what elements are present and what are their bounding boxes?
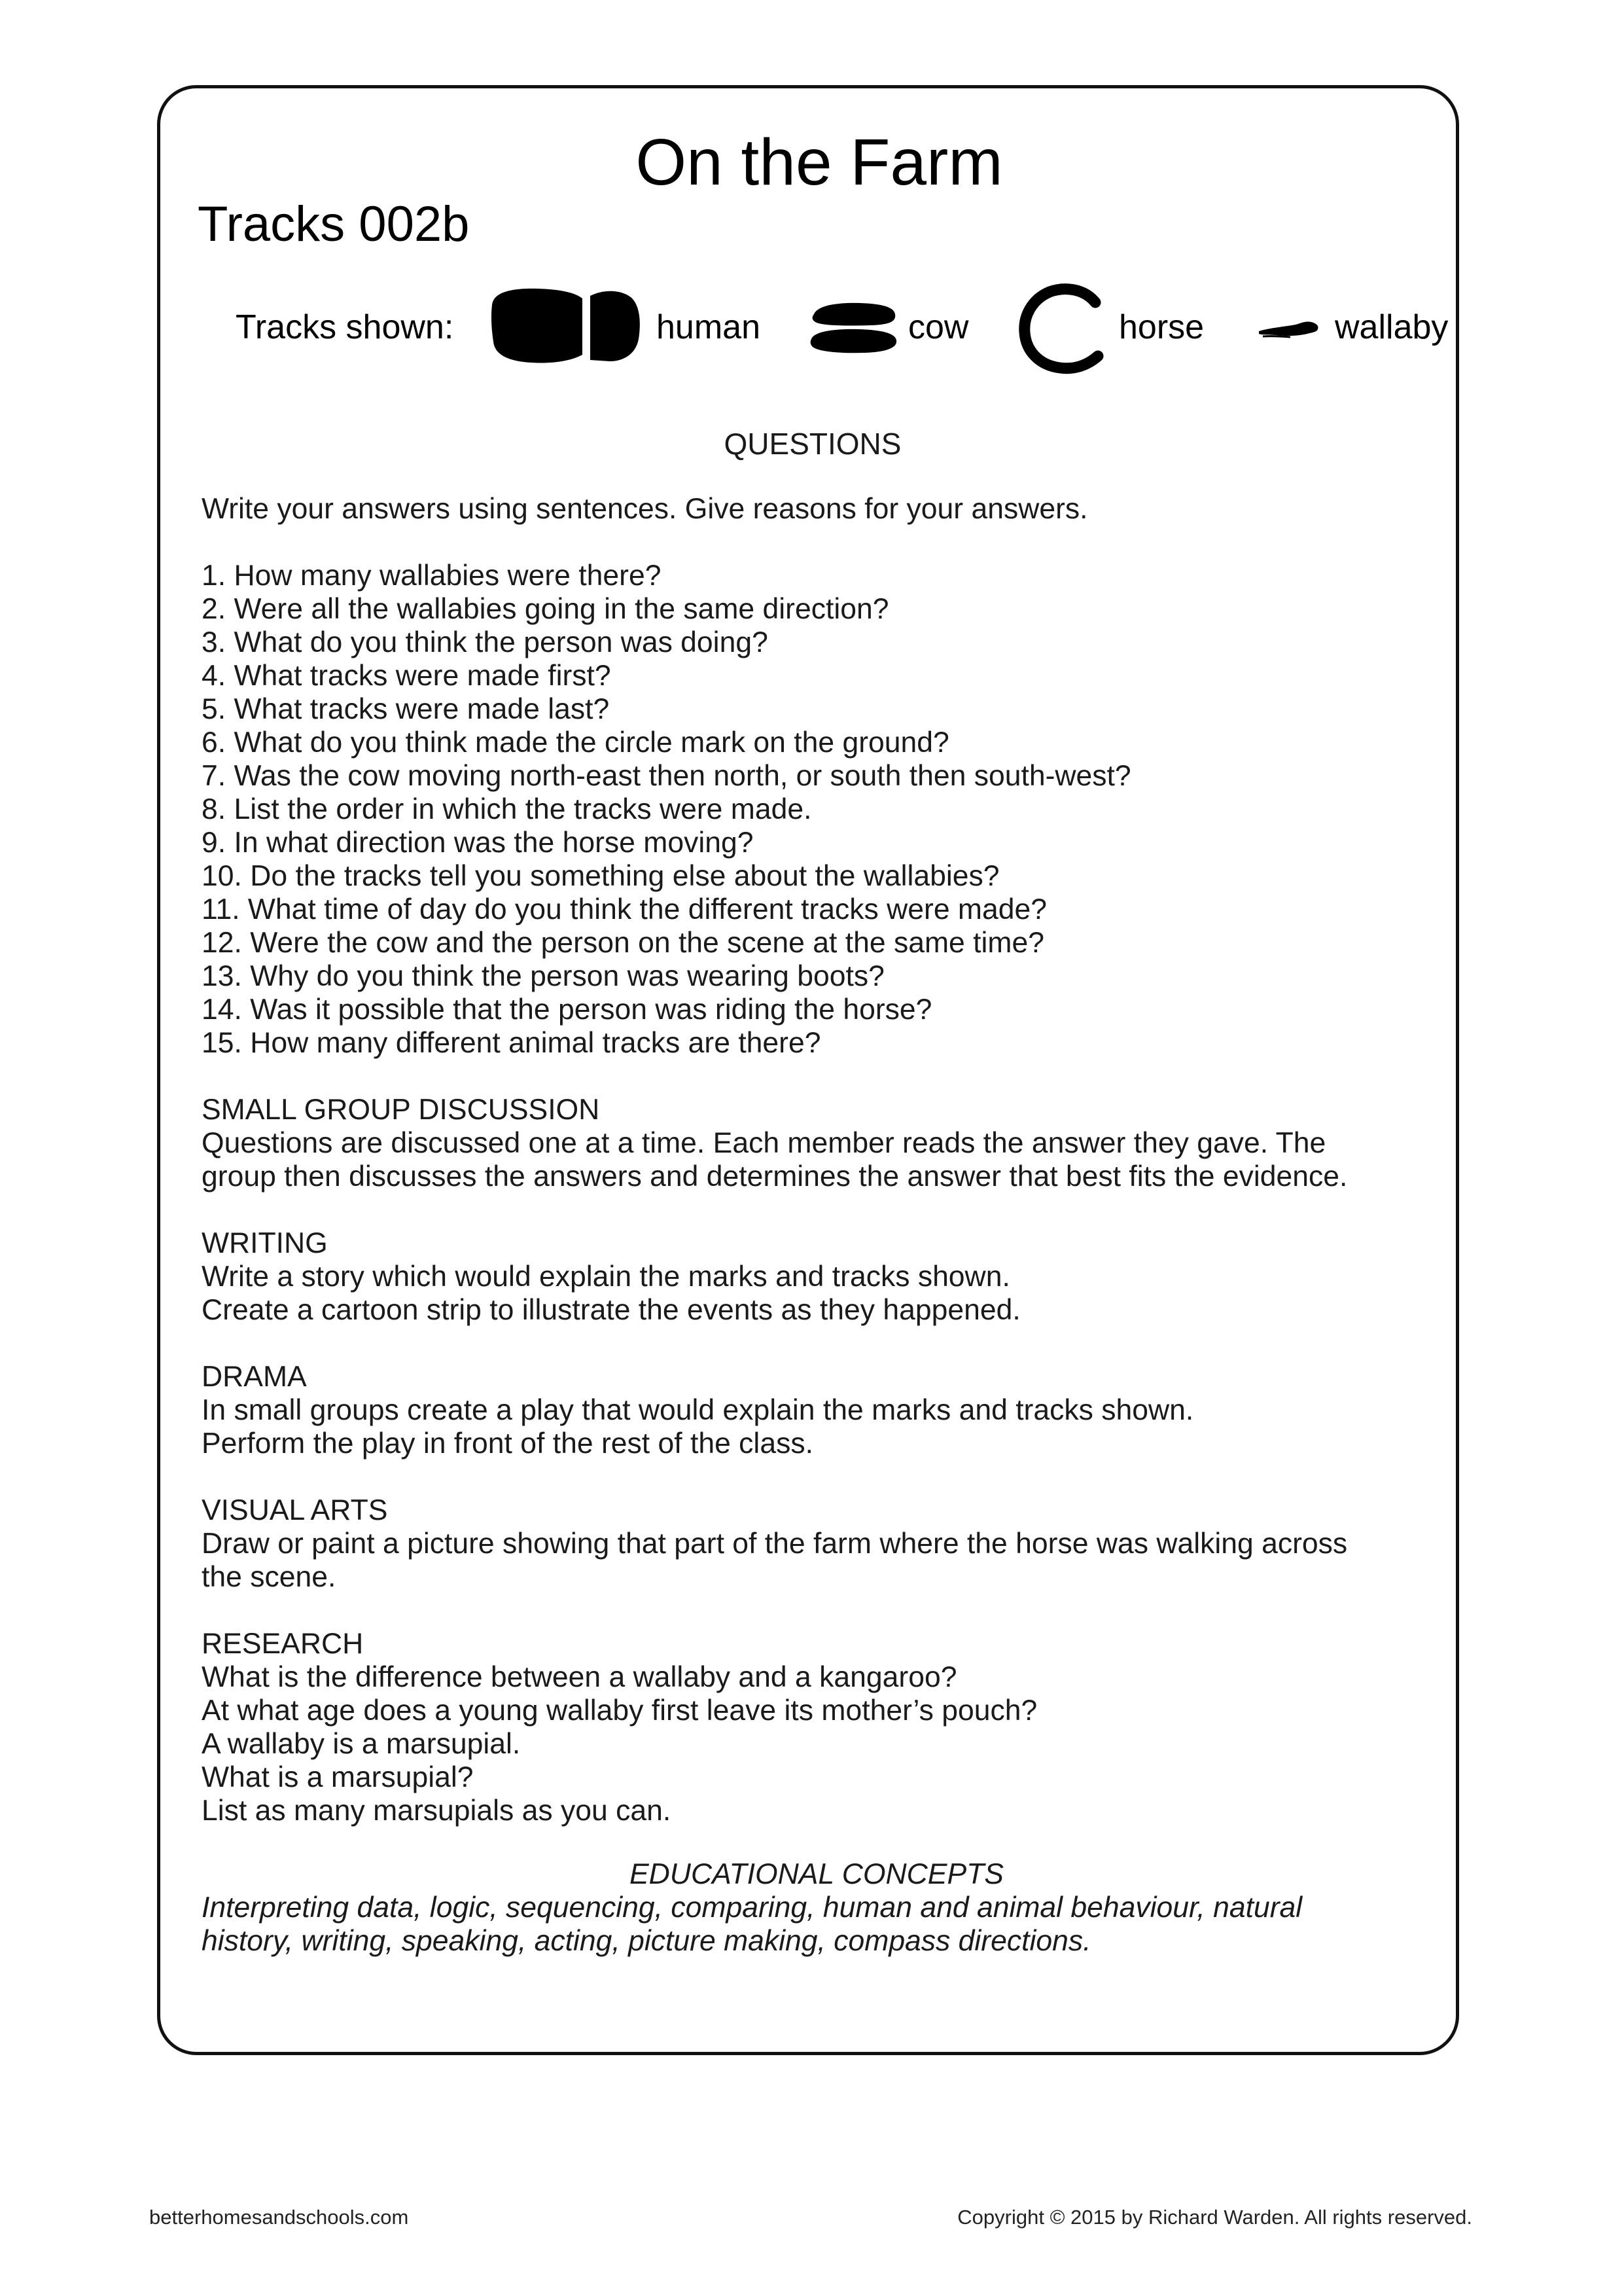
horseshoe-print-icon [1018, 283, 1110, 374]
question-item: 1. How many wallabies were there? [202, 560, 662, 592]
track-name-cow: cow [908, 308, 969, 346]
wallaby-print-icon [1256, 317, 1322, 343]
concepts-line: Interpreting data, logic, sequencing, comparing, human and animal behaviour, natural [202, 1892, 1303, 1924]
track-name-human: human [656, 308, 760, 346]
question-item: 4. What tracks were made first? [202, 660, 611, 692]
section-heading-discussion: SMALL GROUP DISCUSSION [202, 1094, 600, 1126]
section-line: Perform the play in front of the rest of the class. [202, 1427, 813, 1460]
concepts-text [202, 1891, 1399, 1958]
questions-intro: Write your answers using sentences. Give reasons for your answers. [202, 493, 1088, 525]
section-line: Create a cartoon strip to illustrate the events as they happened. [202, 1294, 1021, 1326]
section-heading-research: RESEARCH [202, 1628, 364, 1660]
questions-heading: QUESTIONS [724, 427, 902, 461]
section-line: Questions are discussed one at a time. Each member reads the answer they gave. The [202, 1127, 1326, 1159]
question-item: 11. What time of day do you think the different tracks were made? [202, 893, 1047, 925]
track-name-horse: horse [1119, 308, 1205, 346]
question-item: 13. Why do you think the person was wearing boots? [202, 960, 885, 992]
question-item: 9. In what direction was the horse moving? [202, 827, 754, 859]
section-line: A wallaby is a marsupial. [202, 1728, 521, 1760]
boot-print-icon [485, 287, 643, 365]
worksheet-body [202, 492, 1399, 1827]
question-item: 14. Was it possible that the person was riding the horse? [202, 994, 932, 1026]
section-line: group then discusses the answers and determines the answer that best fits the evidence. [202, 1160, 1348, 1193]
question-item: 10. Do the tracks tell you something else about the wallabies? [202, 860, 1000, 892]
section-line: What is the difference between a wallaby and a kangaroo? [202, 1661, 957, 1693]
question-item: 12. Were the cow and the person on the scene at the same time? [202, 927, 1044, 959]
section-line: At what age does a young wallaby first leave its mother’s pouch? [202, 1695, 1038, 1727]
section-line: List as many marsupials as you can. [202, 1795, 671, 1827]
question-item: 2. Were all the wallabies going in the same direction? [202, 593, 889, 625]
section-heading-writing: WRITING [202, 1227, 328, 1259]
footer-website: betterhomesandschools.com [149, 2206, 409, 2229]
footer-copyright: Copyright © 2015 by Richard Warden. All rights reserved. [957, 2206, 1472, 2229]
concepts-heading: EDUCATIONAL CONCEPTS [629, 1858, 1004, 1890]
concepts-line: history, writing, speaking, acting, picture making, compass directions. [202, 1925, 1091, 1957]
section-heading-drama: DRAMA [202, 1361, 307, 1393]
page-subtitle: Tracks 002b [198, 196, 470, 252]
section-line: Draw or paint a picture showing that part of the farm where the horse was walking across [202, 1528, 1348, 1560]
hoof-print-icon [807, 301, 899, 355]
page-title: On the Farm [635, 126, 1003, 199]
question-item: 15. How many different animal tracks are there? [202, 1027, 821, 1059]
question-item: 6. What do you think made the circle mark on the ground? [202, 726, 949, 759]
section-line: What is a marsupial? [202, 1761, 474, 1793]
section-line: In small groups create a play that would explain the marks and tracks shown. [202, 1394, 1194, 1426]
section-line: the scene. [202, 1561, 336, 1593]
question-item: 7. Was the cow moving north-east then north, or south then south-west? [202, 760, 1131, 792]
question-item: 3. What do you think the person was doing? [202, 626, 768, 658]
question-item: 5. What tracks were made last? [202, 693, 610, 725]
tracks-label: Tracks shown: [236, 308, 454, 346]
section-heading-visual-arts: VISUAL ARTS [202, 1494, 388, 1526]
section-line: Write a story which would explain the marks and tracks shown. [202, 1261, 1010, 1293]
question-item: 8. List the order in which the tracks were made. [202, 793, 812, 825]
track-name-wallaby: wallaby [1335, 308, 1449, 346]
